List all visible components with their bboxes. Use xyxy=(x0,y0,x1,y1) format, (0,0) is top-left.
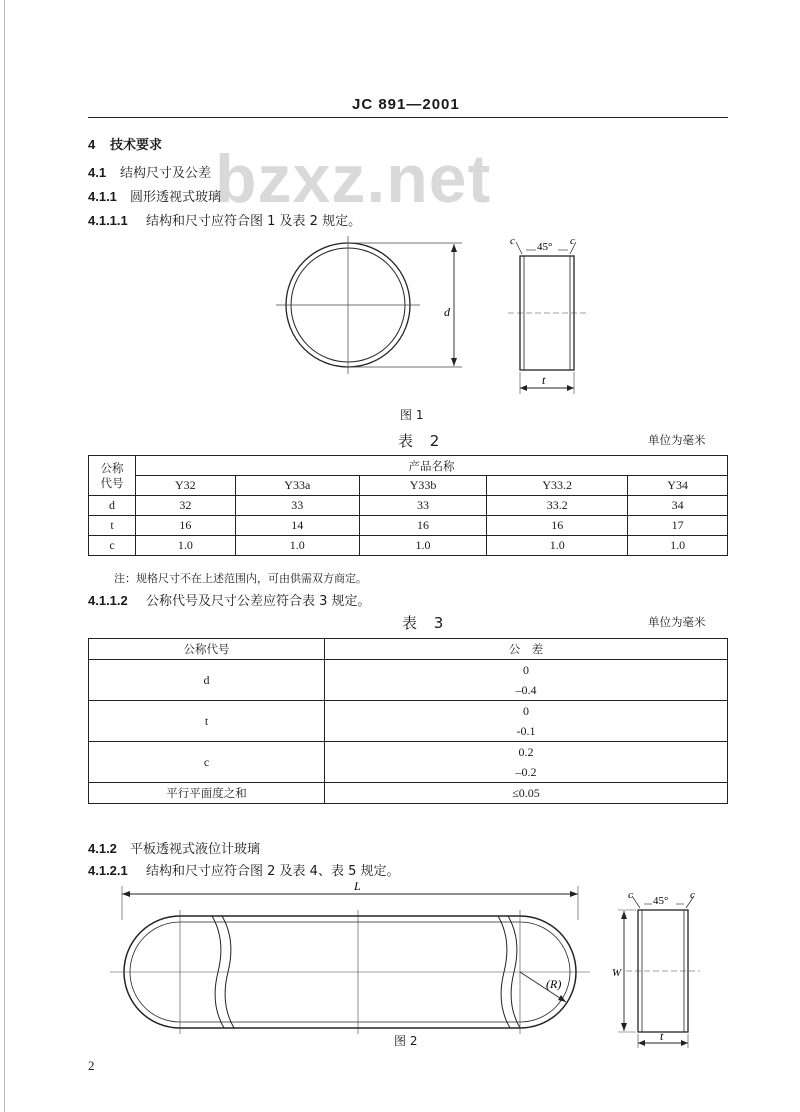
chamfer-c-right-label: c xyxy=(570,235,575,247)
table-2-unit: 单位为毫米 xyxy=(648,433,706,447)
cell: 16 xyxy=(487,516,628,536)
tolerance-lower: –0.2 xyxy=(325,762,728,783)
product-header: Y33.2 xyxy=(487,476,628,496)
tolerance-upper: 0 xyxy=(325,660,728,681)
product-header: Y33a xyxy=(235,476,359,496)
section-4-1-heading: 4.1 结构尺寸及公差 xyxy=(88,165,212,181)
section-4-1-1-2-text: 4.1.1.2 公称代号及尺寸公差应符合表 3 规定。 xyxy=(88,593,371,609)
row-code: t xyxy=(89,516,136,536)
row-code: c xyxy=(89,742,325,783)
chamfer-c-left-label: c xyxy=(628,889,633,901)
chamfer-angle-label: 45° xyxy=(653,895,669,907)
standard-code: JC 891—2001 xyxy=(352,96,460,113)
chamfer-angle-label: 45° xyxy=(537,241,553,253)
table-3-unit: 单位为毫米 xyxy=(648,615,706,629)
flatness-label: 平行平面度之和 xyxy=(89,783,325,804)
figure-1-caption: 图 1 xyxy=(400,408,424,422)
table-3 xyxy=(88,638,728,804)
table-3-header-tolerance: 公 差 xyxy=(325,639,728,660)
row-code: c xyxy=(89,536,136,556)
cell: 33 xyxy=(359,496,486,516)
cell: 32 xyxy=(136,496,236,516)
tolerance-lower: –0.4 xyxy=(325,680,728,701)
figure-1 xyxy=(270,232,600,412)
scan-margin-line xyxy=(4,0,5,1112)
section-4-1-1-1-text: 4.1.1.1 结构和尺寸应符合图 1 及表 2 规定。 xyxy=(88,213,362,229)
cell: 33.2 xyxy=(487,496,628,516)
section-4-1-2-heading: 4.1.2 平板透视式液位计玻璃 xyxy=(88,841,261,857)
cell: 16 xyxy=(359,516,486,536)
cell: 1.0 xyxy=(235,536,359,556)
chamfer-c-left-label: c xyxy=(510,235,515,247)
figure-2 xyxy=(100,880,720,1050)
section-4-heading: 4 技术要求 xyxy=(88,137,163,153)
product-header: Y34 xyxy=(628,476,728,496)
tolerance-lower: -0.1 xyxy=(325,721,728,742)
cell: 33 xyxy=(235,496,359,516)
table-row xyxy=(89,701,728,722)
tolerance-upper: 0.2 xyxy=(325,742,728,763)
cell: 16 xyxy=(136,516,236,536)
figure-2-caption: 图 2 xyxy=(394,1034,418,1048)
cell: 17 xyxy=(628,516,728,536)
table-2-col0-header: 公称 代号 xyxy=(89,456,136,496)
table-row xyxy=(89,536,728,556)
table-2-title: 表 2 xyxy=(398,432,446,450)
dimension-W-label: W xyxy=(612,967,622,979)
table-2 xyxy=(88,455,728,556)
header-rule xyxy=(88,117,728,118)
row-code: t xyxy=(89,701,325,742)
table-3-header-code: 公称代号 xyxy=(89,639,325,660)
cell: 1.0 xyxy=(359,536,486,556)
tolerance-upper: 0 xyxy=(325,701,728,722)
cell: 1.0 xyxy=(136,536,236,556)
table-row xyxy=(89,496,728,516)
product-header: Y33b xyxy=(359,476,486,496)
product-header: Y32 xyxy=(136,476,236,496)
section-4-1-2-1-text: 4.1.2.1 结构和尺寸应符合图 2 及表 4、表 5 规定。 xyxy=(88,863,400,879)
dimension-t-label: t xyxy=(660,1029,664,1043)
row-code: d xyxy=(89,496,136,516)
table-row xyxy=(89,783,728,804)
dimension-L-label: L xyxy=(354,880,361,893)
table-row xyxy=(89,516,728,536)
table-3-title: 表 3 xyxy=(402,614,450,632)
table-row xyxy=(89,660,728,681)
watermark: bzxz.net xyxy=(215,141,492,217)
dimension-d-label: d xyxy=(444,305,450,319)
table-2-group-header: 产品名称 xyxy=(136,456,728,476)
chamfer-c-right-label: c xyxy=(690,889,695,901)
section-4-1-1-heading: 4.1.1 圆形透视式玻璃 xyxy=(88,189,222,205)
cell: 14 xyxy=(235,516,359,536)
cell: 34 xyxy=(628,496,728,516)
cell: 1.0 xyxy=(628,536,728,556)
flatness-value: ≤0.05 xyxy=(325,783,728,804)
cell: 1.0 xyxy=(487,536,628,556)
radius-R-label: (R) xyxy=(546,977,562,991)
page-number: 2 xyxy=(88,1058,95,1073)
row-code: d xyxy=(89,660,325,701)
table-row xyxy=(89,742,728,763)
dimension-t-label: t xyxy=(542,373,546,387)
table-2-note: 注：规格尺寸不在上述范围内，可由供需双方商定。 xyxy=(114,572,367,585)
